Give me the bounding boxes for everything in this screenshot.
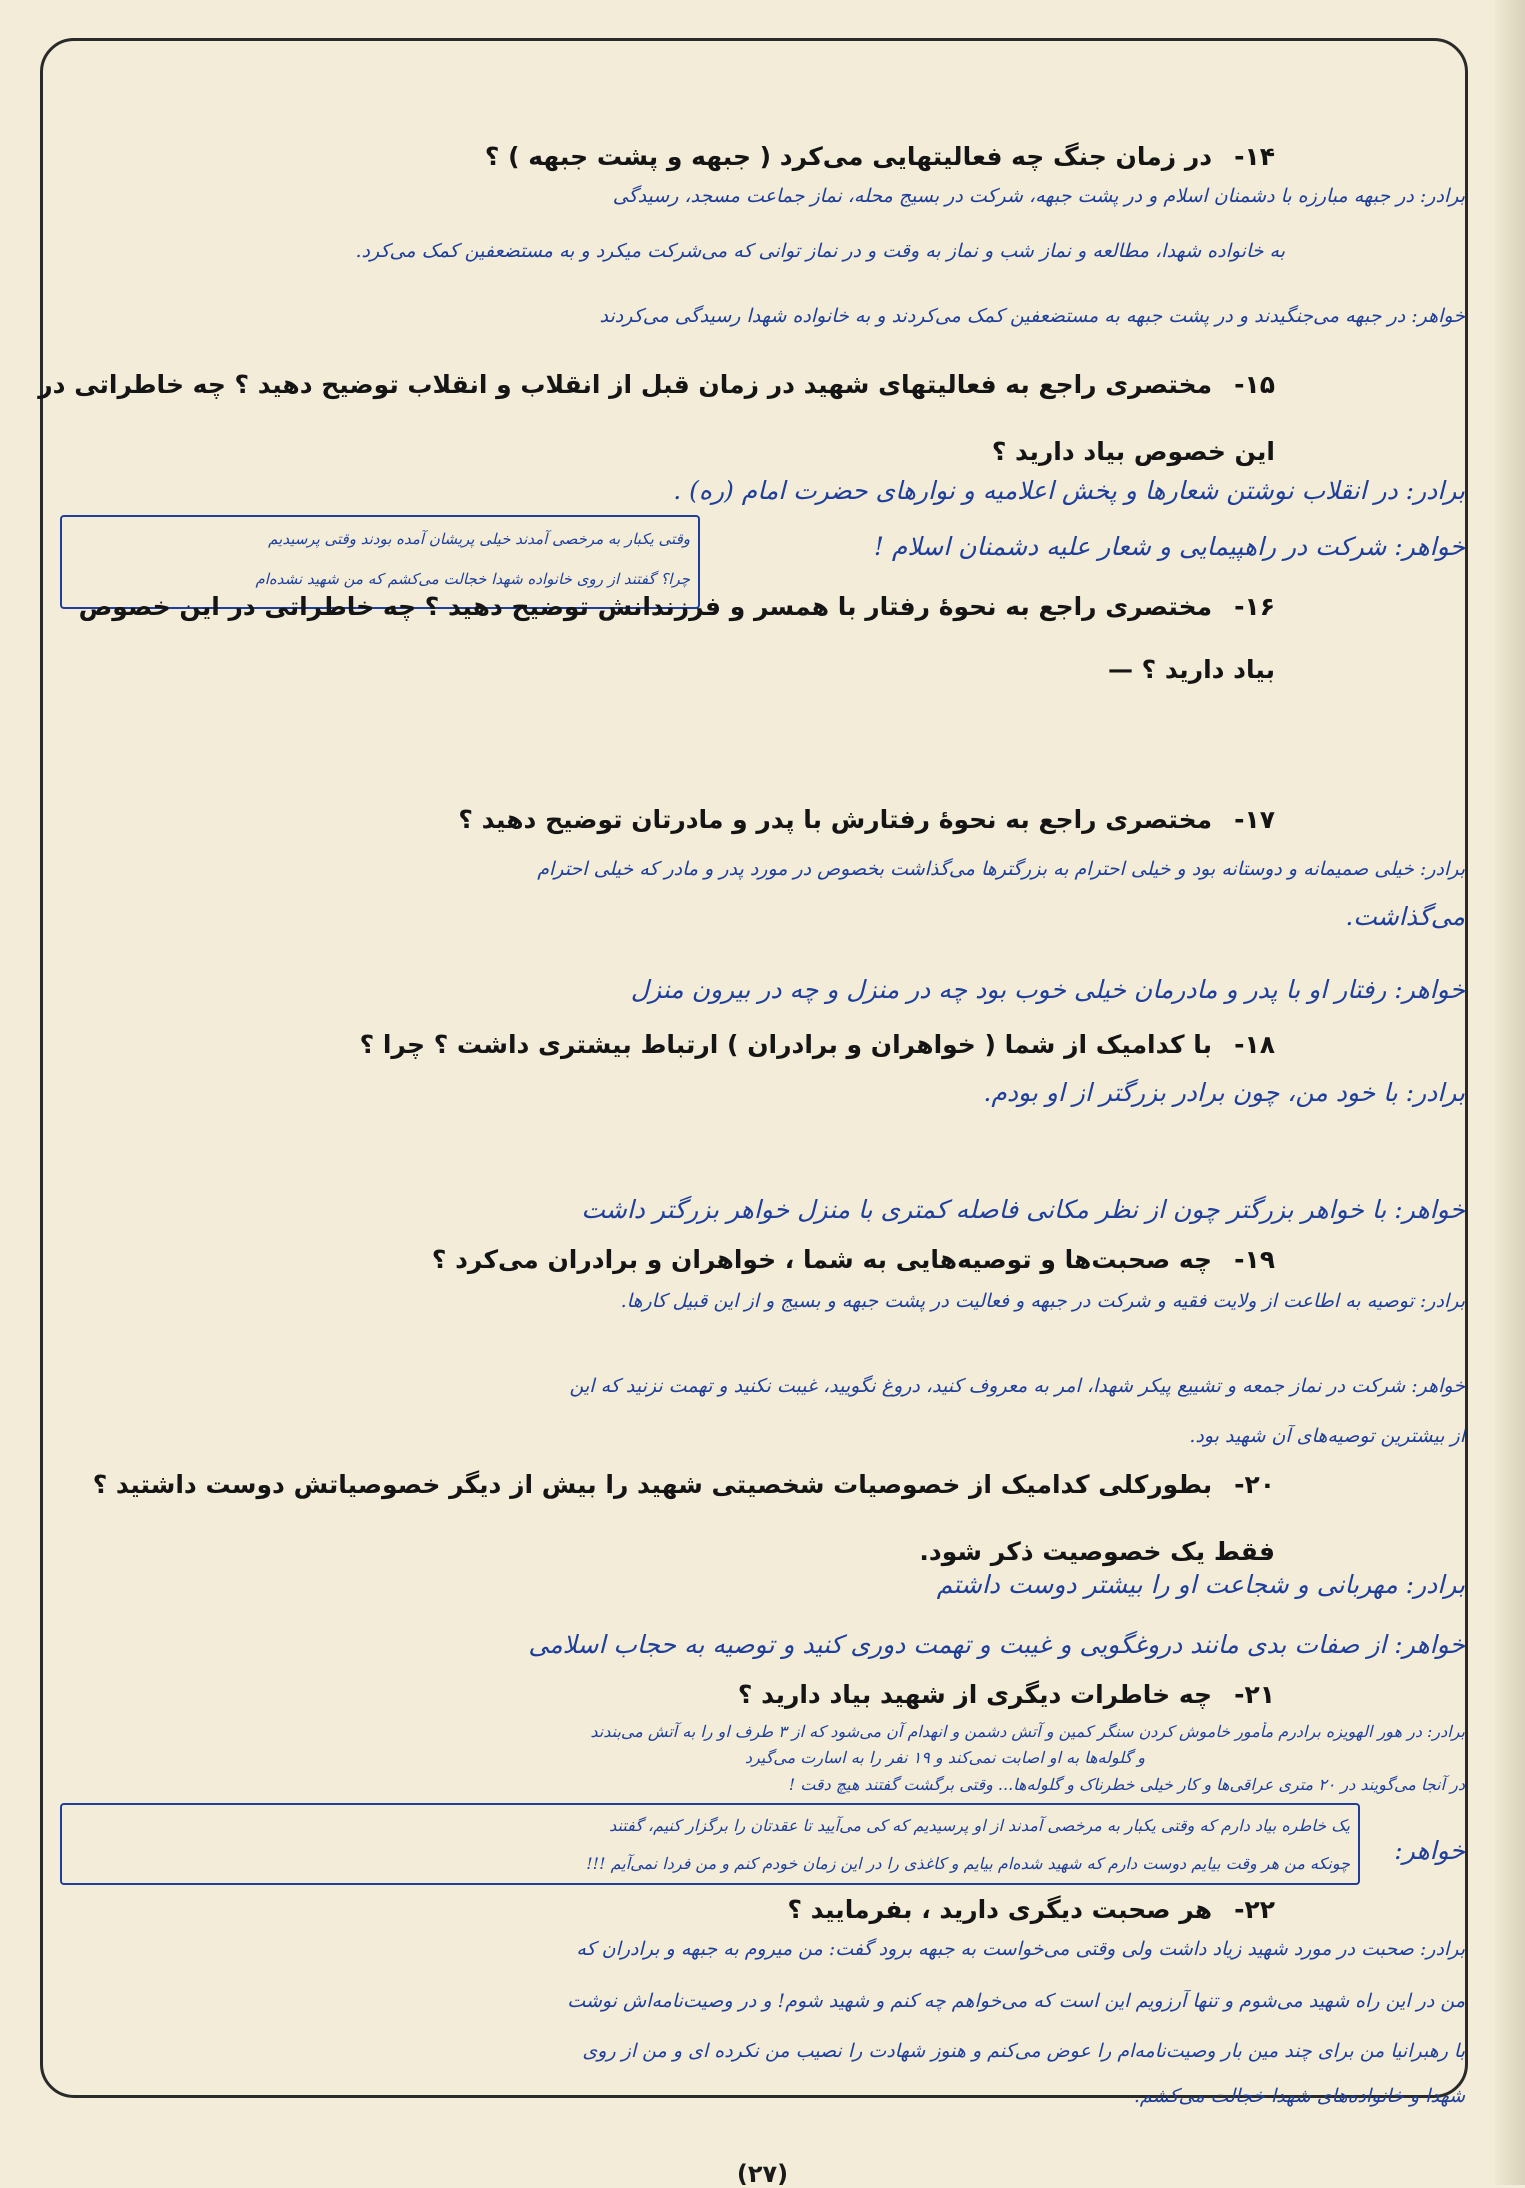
question-22 xyxy=(787,1895,1275,1924)
question-21 xyxy=(738,1680,1275,1709)
question-18 xyxy=(360,1030,1275,1059)
question-17-text: مختصری راجع به نحوهٔ رفتارش با پدر و مادرتان توضیح دهید ؟ xyxy=(458,805,1213,834)
page-binding-edge xyxy=(1495,0,1525,2185)
question-16-text-line-1: مختصری راجع به نحوهٔ رفتار با همسر و فرزندانش توضیح دهید ؟ چه خاطراتی در این خصوص xyxy=(78,592,1213,621)
answer-22-brother-line-2: من در این راه شهید می‌شوم و تنها آرزویم این است که می‌خواهم چه کنم و شهید شوم! و در وصیت‌نامه‌اش نوشت xyxy=(567,1990,1465,2012)
answer-17-sister: خواهر: رفتار او با پدر و مادرمان خیلی خوب بود چه در منزل و چه در بیرون منزل xyxy=(630,975,1465,1004)
question-18-number: ۱۸- xyxy=(1234,1030,1275,1059)
answer-21-sister-box-line-1: یک خاطره بیاد دارم که وقتی یکبار به مرخصی آمدند از او پرسیدیم که کی می‌آیید تا عقدتان را برگزار کنیم، گفتند xyxy=(609,1816,1350,1835)
answer-18-brother: برادر: با خود من، چون برادر بزرگتر از او بودم. xyxy=(983,1078,1465,1107)
question-20-number: ۲۰- xyxy=(1234,1470,1275,1499)
question-14-number: ۱۴- xyxy=(1234,142,1275,171)
answer-22-brother-line-1: برادر: صحبت در مورد شهید زیاد داشت ولی وقتی می‌خواست به جبهه برود گفت: من میروم به جبهه و برادران که xyxy=(576,1938,1465,1960)
answer-20-brother: برادر: مهربانی و شجاعت او را بیشتر دوست داشتم xyxy=(936,1570,1465,1599)
answer-14-sister: خواهر: در جبهه می‌جنگیدند و در پشت جبهه به مستضعفین کمک می‌کردند و به خانواده شهدا رسیدگی می‌کردند xyxy=(599,305,1465,327)
question-14 xyxy=(485,142,1275,171)
answer-15-margin-note-line-1: وقتی یکبار به مرخصی آمدند خیلی پریشان آمده بودند وقتی پرسیدیم xyxy=(268,530,690,548)
question-15-line-2 xyxy=(992,437,1275,466)
answer-17-brother-line-2: می‌گذاشت. xyxy=(1345,902,1465,931)
question-20-line-2 xyxy=(919,1537,1275,1566)
answer-21-sister-box xyxy=(60,1803,1360,1885)
answer-19-sister-line-1: خواهر: شرکت در نماز جمعه و تشییع پیکر شهدا، امر به معروف کنید، دروغ نگویید، غیبت نکنید و تهمت نزنید که این xyxy=(569,1375,1465,1397)
answer-18-sister: خواهر: با خواهر بزرگتر چون از نظر مکانی فاصله کمتری با منزل خواهر بزرگتر داشت xyxy=(581,1195,1465,1224)
question-21-number: ۲۱- xyxy=(1234,1680,1275,1709)
page-number: (۲۷) xyxy=(736,2160,789,2188)
answer-19-brother: برادر: توصیه به اطاعت از ولایت فقیه و شرکت در جبهه و فعالیت در پشت جبهه و بسیج و از این قبیل کارها. xyxy=(620,1290,1465,1312)
answer-21-sister-label: خواهر: xyxy=(1394,1836,1465,1865)
answer-20-sister: خواهر: از صفات بدی مانند دروغگویی و غیبت و تهمت دوری کنید و توصیه به حجاب اسلامی xyxy=(528,1630,1465,1659)
answer-15-brother: برادر: در انقلاب نوشتن شعارها و پخش اعلامیه و نوارهای حضرت امام (ره) . xyxy=(673,476,1465,505)
answer-21-brother-line-2: و گلوله‌ها به او اصابت نمی‌کند و ۱۹ نفر را به اسارت می‌گیرد xyxy=(744,1748,1145,1767)
question-19-text: چه صحبت‌ها و توصیه‌هایی به شما ، خواهران و برادران می‌کرد ؟ xyxy=(431,1245,1213,1274)
answer-22-brother-line-3: با رهبرانیا من برای چند مین بار وصیت‌نامه‌ام را عوض می‌کنم و هنوز شهادت را نصیب من نکرده ای و من از روی xyxy=(582,2040,1465,2062)
question-22-text: هر صحبت دیگری دارید ، بفرمایید ؟ xyxy=(787,1895,1213,1924)
answer-21-sister-box-line-2: چونکه من هر وقت بیایم دوست دارم که شهید شده‌ام بیایم و کاغذی را در این زمان خودم کنم و من فردا نمی‌آیم !!! xyxy=(586,1854,1350,1873)
question-20-line-1 xyxy=(93,1470,1275,1499)
answer-22-brother-line-4: شهدا و خانواده‌های شهدا خجالت می‌کشم. xyxy=(1133,2085,1465,2107)
question-16-line-1 xyxy=(79,592,1275,621)
question-17-number: ۱۷- xyxy=(1234,805,1275,834)
question-15-line-1 xyxy=(38,370,1275,399)
question-19 xyxy=(432,1245,1275,1274)
answer-15-margin-note-line-2: چرا؟ گفتند از روی خانواده شهدا خجالت می‌کشم که من شهید نشده‌ام xyxy=(255,570,690,588)
question-21-text: چه خاطرات دیگری از شهید بیاد دارید ؟ xyxy=(737,1680,1213,1709)
question-16-text-line-2: بیاد دارید ؟ — xyxy=(1107,655,1275,684)
question-20-text-line-2: فقط یک خصوصیت ذکر شود. xyxy=(919,1537,1275,1566)
answer-21-brother-line-1: برادر: در هور الهویزه برادرم مأمور خاموش کردن سنگر کمین و آتش دشمن و انهدام آن می‌شود که از ۳ طرف او را به آتش می‌بندند xyxy=(590,1722,1465,1741)
answer-15-sister: خواهر: شرکت در راهپیمایی و شعار علیه دشمنان اسلام ! xyxy=(873,532,1465,561)
question-18-text: با کدامیک از شما ( خواهران و برادران ) ارتباط بیشتری داشت ؟ چرا ؟ xyxy=(359,1030,1213,1059)
answer-14-brother-line-1: برادر: در جبهه مبارزه با دشمنان اسلام و در پشت جبهه، شرکت در بسیج محله، نماز جماعت مسجد، رسیدگی xyxy=(612,185,1465,207)
question-14-text: در زمان جنگ چه فعالیتهایی می‌کرد ( جبهه و پشت جبهه ) ؟ xyxy=(484,142,1213,171)
answer-17-brother-line-1: برادر: خیلی صمیمانه و دوستانه بود و خیلی احترام به بزرگترها می‌گذاشت بخصوص در مورد پدر و مادر که خیلی احترام xyxy=(537,858,1465,880)
question-15-text-line-1: مختصری راجع به فعالیتهای شهید در زمان قبل از انقلاب و انقلاب توضیح دهید ؟ چه خاطراتی در xyxy=(38,370,1213,399)
question-22-number: ۲۲- xyxy=(1234,1895,1275,1924)
question-19-number: ۱۹- xyxy=(1234,1245,1275,1274)
answer-14-brother-line-2: به خانواده شهدا، مطالعه و نماز شب و نماز به وقت و در نماز توانی که می‌شرکت میکرد و به مستضعفین کمک می‌کرد. xyxy=(355,240,1285,262)
question-15-number: ۱۵- xyxy=(1234,370,1275,399)
question-20-text-line-1: بطورکلی کدامیک از خصوصیات شخصیتی شهید را بیش از دیگر خصوصیاتش دوست داشتید ؟ xyxy=(92,1470,1213,1499)
question-16-number: ۱۶- xyxy=(1234,592,1275,621)
question-15-text-line-2: این خصوص بیاد دارید ؟ xyxy=(991,437,1275,466)
question-17 xyxy=(458,805,1275,834)
answer-19-sister-line-2: از بیشترین توصیه‌های آن شهید بود. xyxy=(1189,1425,1465,1447)
answer-21-brother-line-3: در آنجا می‌گویند در ۲۰ متری عراقی‌ها و کار خیلی خطرناک و گلوله‌ها... وقتی برگشت گفتند هیچ دقت ! xyxy=(788,1775,1465,1794)
question-16-line-2 xyxy=(1108,655,1275,684)
